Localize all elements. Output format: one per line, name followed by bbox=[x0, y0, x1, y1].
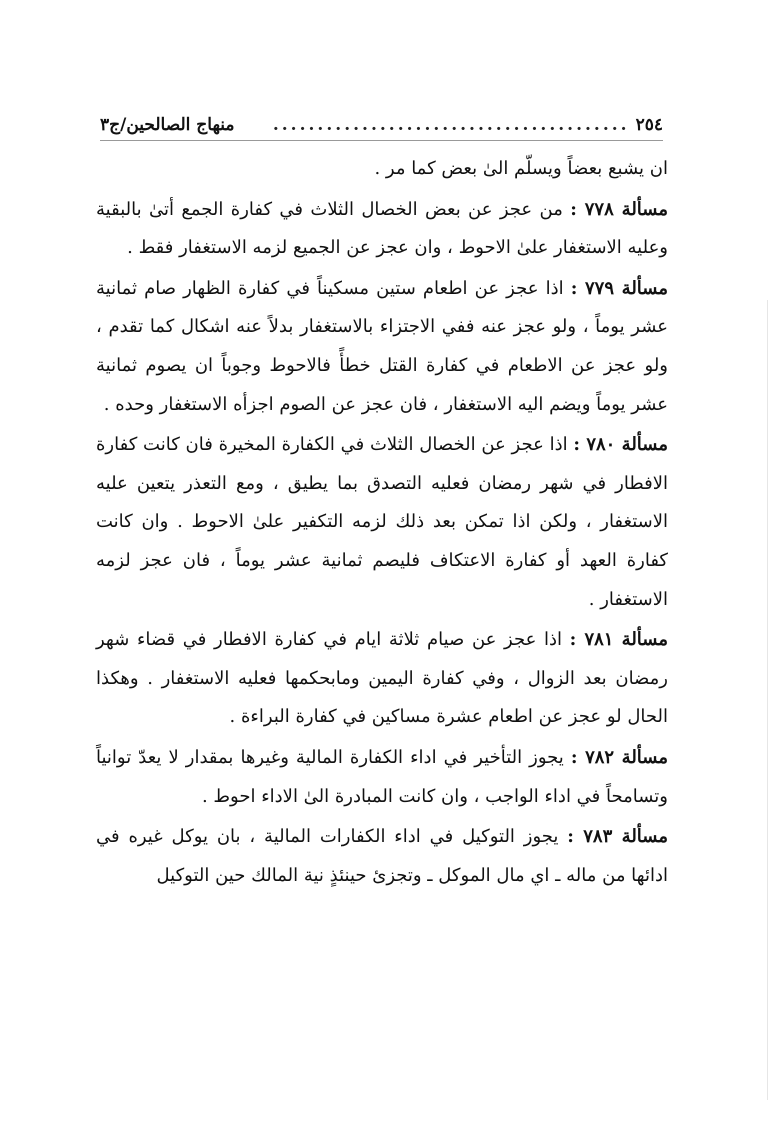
paragraph-text: اذا عجز عن اطعام ستين مسكيناً في كفارة الظهار صام ثمانية عشر يوماً ، ولو عجز عنه ففي الاجتزاء بالاستغفار بدلاً عنه اشكال كما تقدم ، ولو عجز عن الاطعام في كفارة القتل خطأً فالاحوط وجوباً ان يصوم ثمانية عشر يوماً ويضم اليه الاستغفار ، فان عجز عن الصوم اجزأه الاستغفار وحده . bbox=[96, 277, 668, 415]
paragraph-text: من عجز عن بعض الخصال الثلاث في كفارة الجمع أتىٰ بالبقية وعليه الاستغفار علىٰ الاحوط ، وان عجز عن الجميع لزمه الاستغفار فقط . bbox=[96, 198, 668, 259]
issue-paragraph bbox=[96, 270, 668, 424]
paragraph bbox=[96, 150, 668, 189]
issue-label: مسألة ٧٧٩ : bbox=[570, 277, 668, 299]
page-body bbox=[96, 150, 668, 895]
scan-edge-line bbox=[767, 300, 768, 1100]
book-title: منهاج الصالحين/ج٣ bbox=[100, 115, 235, 135]
paragraph-text: اذا عجز عن صيام ثلاثة ايام في كفارة الافطار في قضاء شهر رمضان بعد الزوال ، وفي كفارة اليمين ومابحكمها فعليه الاستغفار . وهكذا الحال لو عجز عن اطعام عشرة مساكين في كفارة البراءة . bbox=[96, 629, 668, 728]
issue-paragraph bbox=[96, 621, 668, 737]
issue-label: مسألة ٧٨٠ : bbox=[573, 434, 668, 456]
issue-paragraph bbox=[96, 739, 668, 816]
paragraph-text: يجوز التوكيل في اداء الكفارات المالية ، بان يوكل غيره في ادائها من ماله ـ اي مال الموكل ـ وتجزئ حينئذٍ نية المالك حين التوكيل bbox=[96, 826, 668, 886]
page-header bbox=[100, 110, 663, 141]
issue-paragraph bbox=[96, 818, 668, 895]
issue-label: مسألة ٧٨٢ : bbox=[570, 746, 668, 768]
issue-label: مسألة ٧٨٣ : bbox=[567, 826, 668, 848]
paragraph-text: اذا عجز عن الخصال الثلاث في الكفارة المخيرة فان كانت كفارة الافطار في شهر رمضان فعليه التصدق بما يطيق ، ومع التعذر يتعين عليه الاستغفار ، ولكن اذا تمكن بعد ذلك لزمه التكفير علىٰ الاحوط . وان كانت كفارة العهد أو كفارة الاعتكاف فليصم ثمانية عشر يوماً ، فان عجز لزمه الاستغفار . bbox=[96, 434, 668, 610]
header-dot-leader: ........................................ bbox=[272, 115, 630, 135]
page-number: ٢٥٤ bbox=[635, 115, 663, 135]
issue-label: مسألة ٧٧٨ : bbox=[570, 198, 668, 220]
paragraph-text: ان يشبع بعضاً ويسلّم الىٰ بعض كما مر . bbox=[374, 158, 668, 179]
issue-paragraph bbox=[96, 426, 668, 619]
issue-paragraph bbox=[96, 191, 668, 268]
paragraph-text: يجوز التأخير في اداء الكفارة المالية وغيرها بمقدار لا يعدّ توانياً وتسامحاً في اداء الواجب ، وان كانت المبادرة الىٰ الاداء احوط . bbox=[96, 746, 668, 807]
issue-label: مسألة ٧٨١ : bbox=[569, 629, 668, 651]
